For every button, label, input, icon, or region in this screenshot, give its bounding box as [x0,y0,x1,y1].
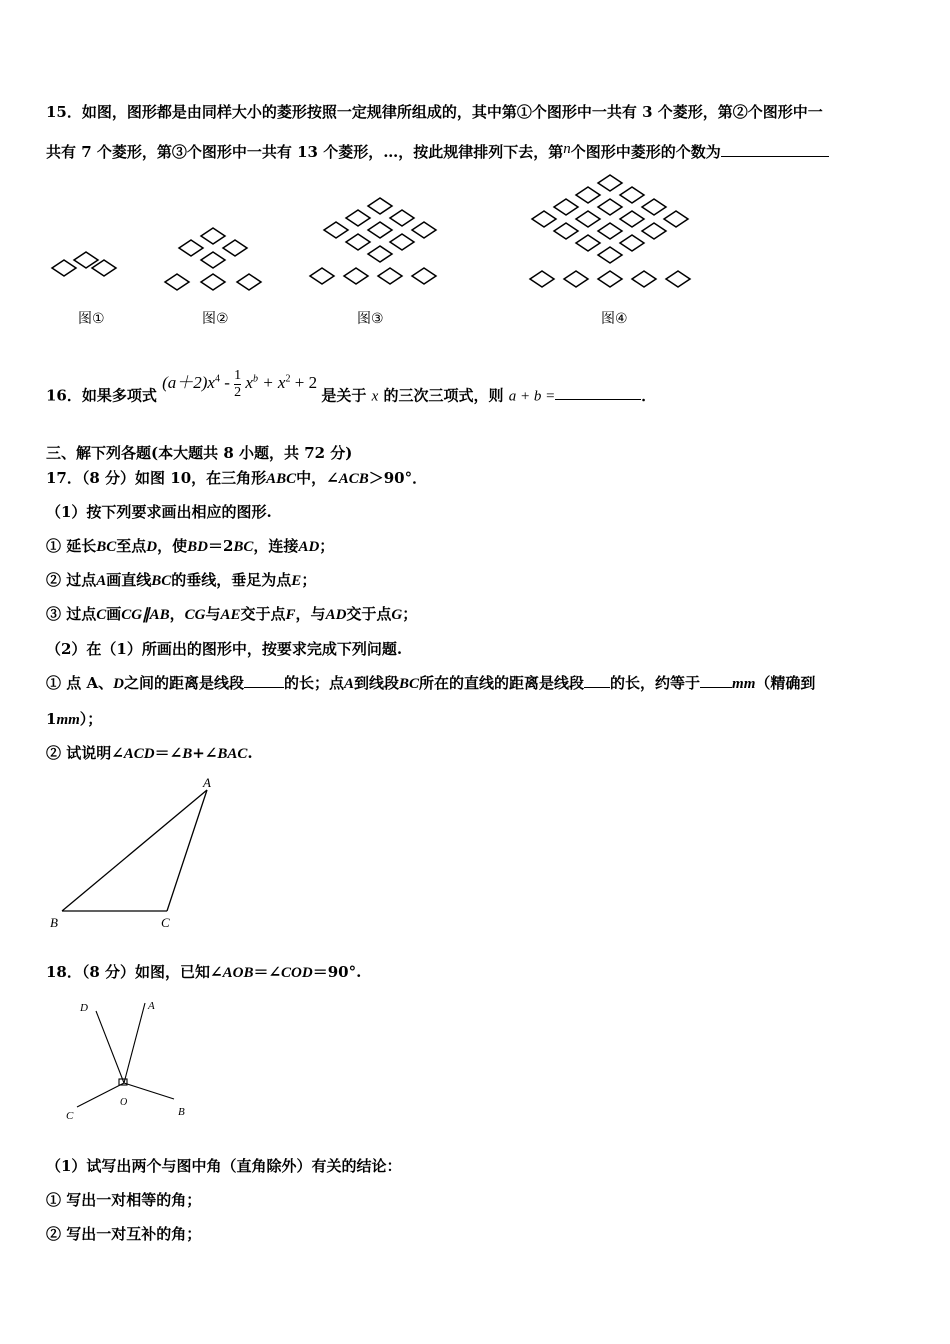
q15-fig-label-1: 图① [78,311,105,327]
q15-fig-label-2: 图② [202,311,229,327]
ray-ob [124,1083,174,1099]
q17-blank-3[interactable] [700,673,732,688]
q15-figure-4 [528,175,708,295]
q18-angle-figure [62,995,212,1125]
q17-line1: 17．（8 分）如图 10，在三角形ABC中，∠ACB＞90°． [46,469,428,487]
q17-blank-2[interactable] [584,673,610,688]
point-label-d: D [80,1002,88,1014]
q15-figure-1 [50,250,130,290]
ray-oc [77,1083,124,1107]
q18-part1: （1）试写出两个与图中角（直角除外）有关的结论： [46,1157,402,1175]
point-label-b: B [50,915,58,930]
q15-fig-label-3: 图③ [357,311,384,327]
point-label-a: A [203,775,211,790]
q17-step1: ① 延长BC至点D，使BD＝2BC，连接AD； [46,537,335,555]
point-label-b: B [178,1106,185,1118]
q16-polynomial: $(a+2)x^4$ - $\frac{1}{2}$ $x^b + x^2 + 2$ [162,368,318,400]
ray-od [96,1011,124,1083]
point-label-o: O [120,1097,128,1108]
q15-figure-3 [308,198,448,288]
q18-line1: 18．（8 分）如图，已知∠AOB＝∠COD＝90°. [46,963,362,981]
q18-step2: ② 写出一对互补的角； [46,1225,202,1243]
q15-line2: 共有 7 个菱形，第③个图形中一共有 13 个菱形，…，按此规律排列下去，第n个图形中菱形的个数为 [46,141,910,162]
q17-part2: （2）在（1）所画出的图形中，按要求完成下列问题. [46,640,403,658]
q17-step2: ② 过点A画直线BC的垂线，垂足为点E； [46,571,317,589]
q15-figure-2 [163,228,273,298]
q17-blank-1[interactable] [244,673,284,688]
q17-part1: （1）按下列要求画出相应的图形. [46,503,272,521]
point-label-c: C [161,915,170,930]
q18-step1: ① 写出一对相等的角； [46,1191,202,1209]
segment-ca [167,790,207,911]
point-label-c: C [66,1110,74,1122]
segment-ab [62,790,207,911]
q15-line1: 15．如图，图形都是由同样大小的菱形按照一定规律所组成的，其中第①个图形中一共有 3 个菱形，第②个图形中一 [46,103,823,121]
q16-answer-blank[interactable] [555,385,641,400]
q15-answer-blank[interactable] [721,142,829,157]
q17-triangle-figure [45,775,245,935]
q17-question1: ① 点 A、D之间的距离是线段 的长；点A到线段BC所在的直线的距离是线段 的长，约等于 mm（精确到 [46,674,816,692]
ray-oa [124,1003,145,1083]
q15-fig-label-4: 图④ [601,311,628,327]
q17-question1-cont: 1mm）； [46,710,103,728]
q17-question2: ② 试说明∠ACD＝∠B+∠BAC. [46,744,253,762]
section-3-heading: 三、解下列各题(本大题共 8 小题，共 72 分) [46,444,353,462]
q17-step3: ③ 过点C画CG∥AB，CG与AE交于点F，与AD交于点G； [46,605,418,623]
point-label-a: A [148,1000,155,1012]
q16-line: 16．如果多项式 $(a+2)x^4$ - $\frac{1}{2}$ $x^b + x^2 + 2$ 是关于 x 的三次三项式，则 a + b = ． [46,368,657,405]
